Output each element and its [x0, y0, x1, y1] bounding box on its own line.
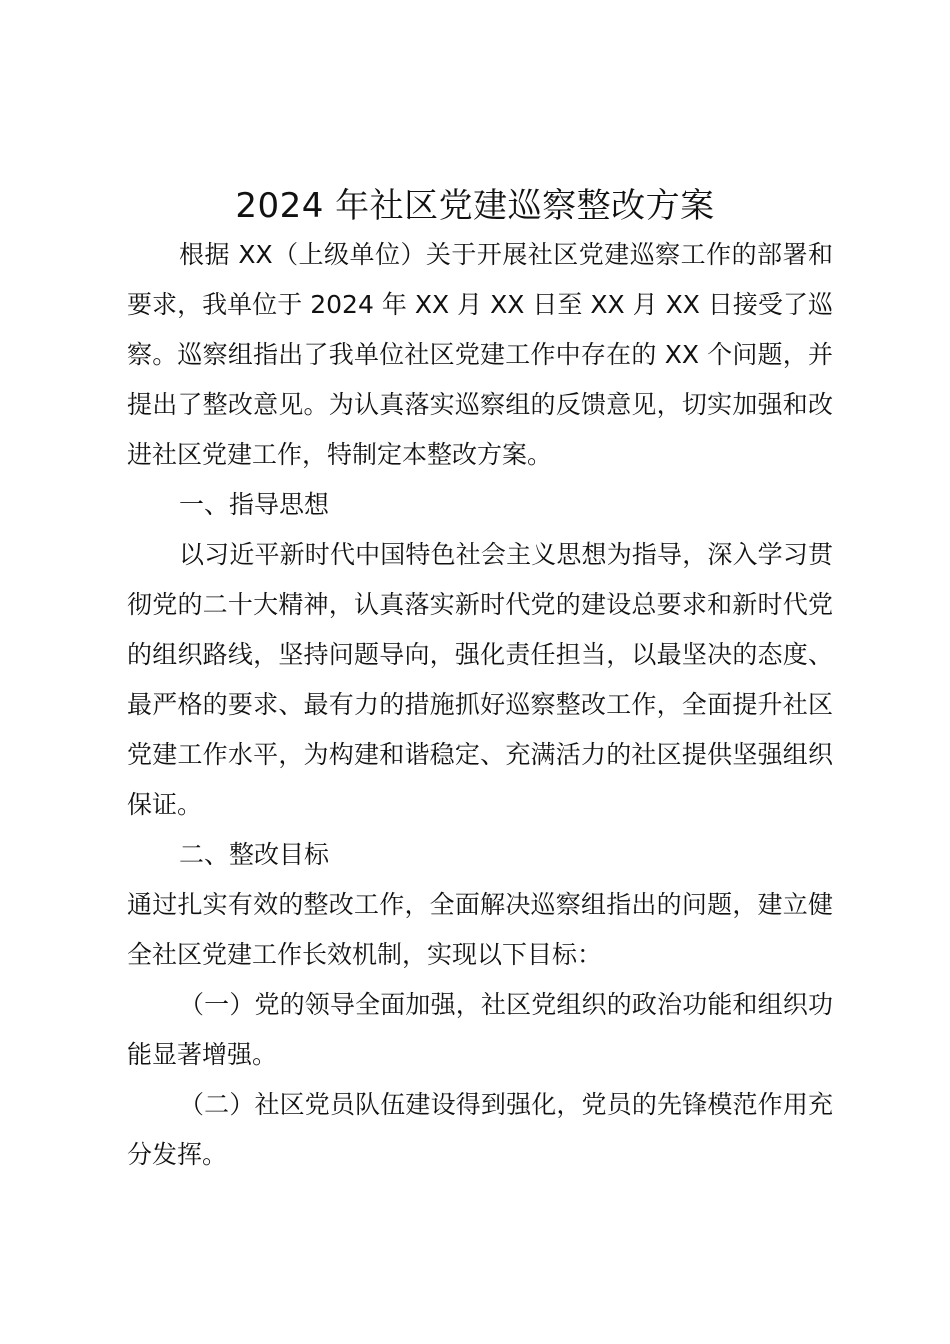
goal-item-2: （二）社区党员队伍建设得到强化，党员的先锋模范作用充分发挥。 — [127, 1090, 833, 1169]
section-heading-rectification-goals: 二、整改目标 — [179, 840, 330, 869]
document-body — [127, 230, 833, 1180]
intro-paragraph: 根据 XX（上级单位）关于开展社区党建巡察工作的部署和要求，我单位于 2024 年 XX 月 XX 日至 XX 月 XX 日接受了巡察。巡察组指出了我单位社区党建工作中存在的 XX 个问题，并提出了整改意见。为认真落实巡察组的反馈意见，切实加强和改进社区党建工作，特制定本整改方案。 — [127, 240, 833, 469]
section-heading-guiding-ideology: 一、指导思想 — [179, 490, 330, 519]
document-title: 2024 年社区党建巡察整改方案 — [235, 186, 715, 226]
goal-item-1: （一）党的领导全面加强，社区党组织的政治功能和组织功能显著增强。 — [127, 990, 833, 1069]
rectification-goals-paragraph: 通过扎实有效的整改工作，全面解决巡察组指出的问题，建立健全社区党建工作长效机制，实现以下目标： — [127, 890, 833, 969]
guiding-ideology-paragraph: 以习近平新时代中国特色社会主义思想为指导，深入学习贯彻党的二十大精神，认真落实新时代党的建设总要求和新时代党的组织路线，坚持问题导向，强化责任担当，以最坚决的态度、最严格的要求、最有力的措施抓好巡察整改工作，全面提升社区党建工作水平，为构建和谐稳定、充满活力的社区提供坚强组织保证。 — [127, 540, 833, 819]
